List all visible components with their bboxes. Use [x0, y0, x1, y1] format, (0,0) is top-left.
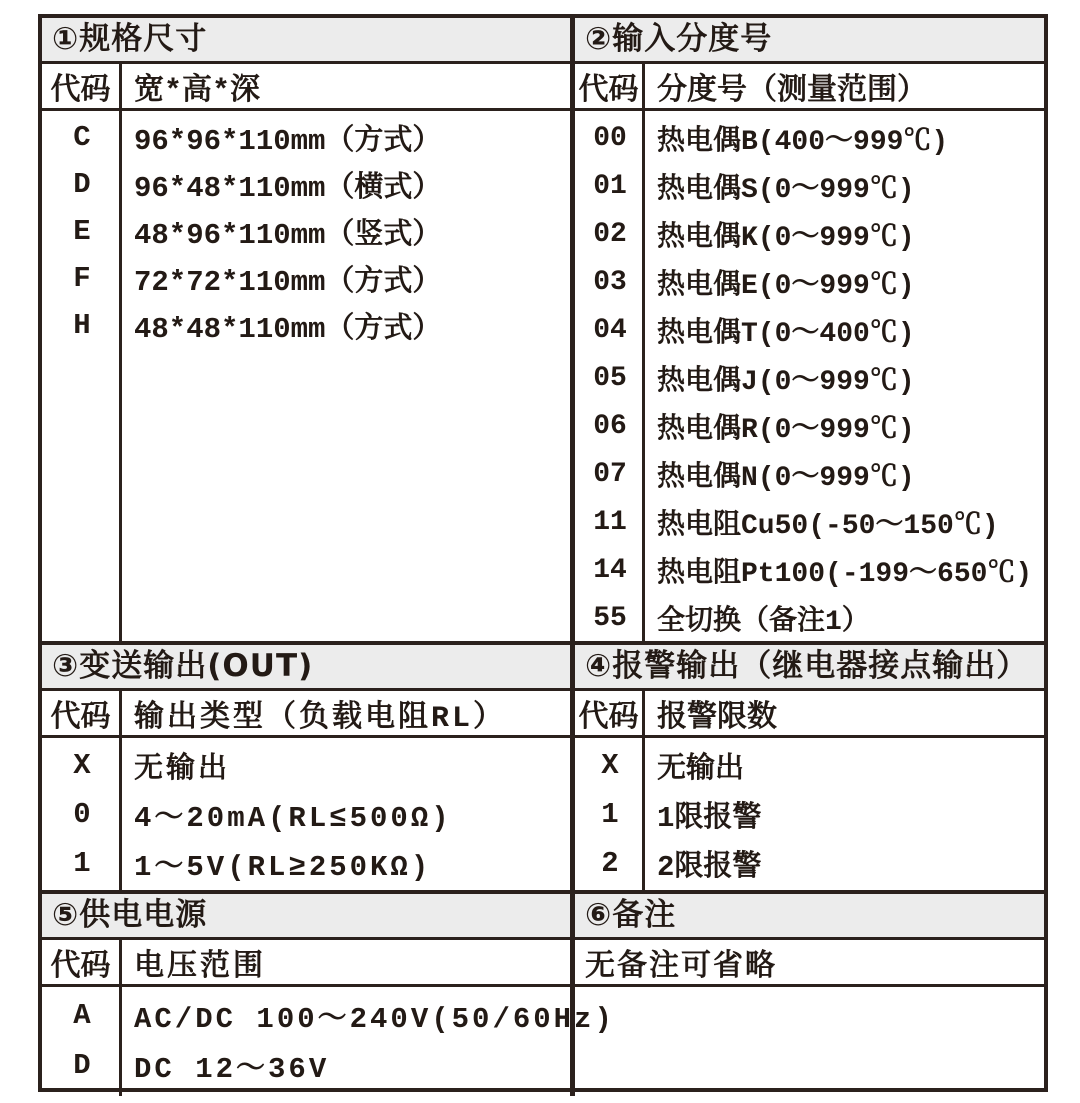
row-value: 热电偶N(0～999℃) — [657, 463, 915, 494]
table-row — [575, 790, 1044, 839]
column-header-value: 输出类型（负载电阻RL） — [134, 701, 507, 736]
row-code: 11 — [593, 506, 627, 538]
row-code: 07 — [593, 458, 627, 490]
section-input-graduation — [575, 18, 1044, 641]
row-code: 00 — [593, 122, 627, 154]
section-transmit-output-title: ③变送输出(OUT) — [42, 645, 570, 691]
row-value: 2限报警 — [657, 851, 762, 884]
section-dimensions-rows — [42, 111, 570, 641]
row-value: 96*96*110mm（方式） — [134, 125, 442, 158]
column-header-value: 报警限数 — [657, 701, 777, 736]
row-value: 无输出 — [657, 753, 745, 786]
row-code: 03 — [593, 266, 627, 298]
column-header-code: 代码 — [42, 940, 122, 984]
row-value: 热电偶R(0～999℃) — [657, 415, 915, 446]
section-power-supply-rows — [42, 987, 615, 1096]
row-value: 1限报警 — [657, 802, 762, 835]
row-code: H — [73, 309, 91, 342]
row-code: X — [73, 749, 91, 782]
row-value: 热电偶J(0～999℃) — [657, 367, 915, 398]
table-row — [575, 306, 1044, 354]
column-header-code: 代码 — [575, 691, 645, 735]
section-input-graduation-rows — [575, 111, 1044, 642]
table-row — [42, 741, 570, 790]
row-code: 14 — [593, 554, 627, 586]
section-dimensions-header — [42, 64, 570, 111]
row-code: A — [73, 998, 91, 1032]
column-header-value: 电压范围 — [134, 950, 266, 985]
row-value: DC 12～36V — [134, 1052, 330, 1086]
row-code: 01 — [593, 170, 627, 202]
table-row — [575, 258, 1044, 306]
ordering-code-table — [38, 14, 1048, 1092]
row-code: 2 — [601, 847, 619, 880]
row-code: C — [73, 121, 91, 154]
column-header-value: 宽*高*深 — [134, 74, 261, 109]
section-power-supply — [42, 890, 615, 1096]
section-input-graduation-header — [575, 64, 1044, 111]
row-value: 48*48*110mm（方式） — [134, 313, 442, 346]
table-row — [42, 114, 570, 161]
row-value: 热电偶E(0～999℃) — [657, 271, 915, 302]
table-row — [42, 990, 615, 1040]
row-value: 热电偶K(0～999℃) — [657, 223, 915, 254]
row-code: E — [73, 215, 91, 248]
section-power-supply-header — [42, 940, 570, 987]
row-value: 热电偶B(400～999℃) — [657, 127, 949, 158]
row-value: 72*72*110mm（方式） — [134, 266, 442, 299]
row-code: D — [73, 1048, 91, 1082]
table-row — [42, 161, 570, 208]
section-alarm-output — [575, 641, 1044, 890]
row-value: 48*96*110mm（竖式） — [134, 219, 442, 252]
section-dimensions-title: ①规格尺寸 — [42, 18, 570, 64]
table-right-column — [575, 18, 1044, 1096]
row-code: 02 — [593, 218, 627, 250]
row-code: 1 — [601, 798, 619, 831]
row-code: 0 — [73, 798, 91, 831]
row-value: 热电偶T(0～400℃) — [657, 319, 915, 350]
table-row — [42, 839, 570, 888]
column-header-code: 代码 — [42, 64, 122, 108]
row-value: 无输出 — [134, 753, 231, 786]
table-row — [575, 402, 1044, 450]
section-transmit-output — [42, 641, 570, 890]
section-alarm-output-header — [575, 691, 1044, 738]
row-code: 1 — [73, 847, 91, 880]
section-transmit-output-header — [42, 691, 570, 738]
section-alarm-output-rows — [575, 738, 1044, 890]
section-transmit-output-rows — [42, 738, 570, 890]
section-power-supply-title: ⑤供电电源 — [42, 894, 570, 940]
section-remarks — [575, 890, 1044, 1096]
section-dimensions — [42, 18, 570, 641]
column-header-code: 代码 — [575, 64, 645, 108]
table-row — [575, 114, 1044, 162]
column-header-value: 分度号（测量范围） — [657, 74, 927, 109]
row-value: AC/DC 100～240V(50/60Hz) — [134, 1002, 615, 1036]
section-remarks-title: ⑥备注 — [575, 894, 1044, 940]
row-code: F — [73, 262, 91, 295]
row-code: 05 — [593, 362, 627, 394]
row-value: 热电偶S(0～999℃) — [657, 175, 915, 206]
table-row — [42, 1040, 570, 1090]
row-code: 04 — [593, 314, 627, 346]
table-row — [575, 210, 1044, 258]
table-row — [575, 594, 1044, 642]
row-code: D — [73, 168, 91, 201]
section-alarm-output-title: ④报警输出（继电器接点输出） — [575, 645, 1044, 691]
row-value: 热电阻Pt100(-199～650℃) — [657, 559, 1033, 590]
table-row — [42, 255, 570, 302]
column-header-code: 代码 — [42, 691, 122, 735]
row-code: 06 — [593, 410, 627, 442]
row-value: 4～20mA(RL≤500Ω) — [134, 802, 452, 835]
section-input-graduation-title: ②输入分度号 — [575, 18, 1044, 64]
table-row — [575, 546, 1044, 594]
table-row — [575, 162, 1044, 210]
row-code: 55 — [593, 602, 627, 634]
row-value: 96*48*110mm（横式） — [134, 172, 442, 205]
remarks-note: 无备注可省略 — [575, 940, 1044, 987]
table-row — [42, 302, 570, 349]
table-row — [575, 839, 1044, 888]
table-row — [575, 741, 1044, 790]
table-row — [575, 450, 1044, 498]
row-value: 热电阻Cu50(-50～150℃) — [657, 511, 999, 542]
table-row — [575, 354, 1044, 402]
row-code: X — [601, 749, 619, 782]
row-value: 全切换（备注1） — [657, 607, 870, 638]
row-value: 1～5V(RL≥250KΩ) — [134, 851, 432, 884]
table-row — [42, 208, 570, 255]
remarks-empty-cell — [575, 987, 1044, 1096]
table-row — [42, 790, 570, 839]
table-row — [575, 498, 1044, 546]
